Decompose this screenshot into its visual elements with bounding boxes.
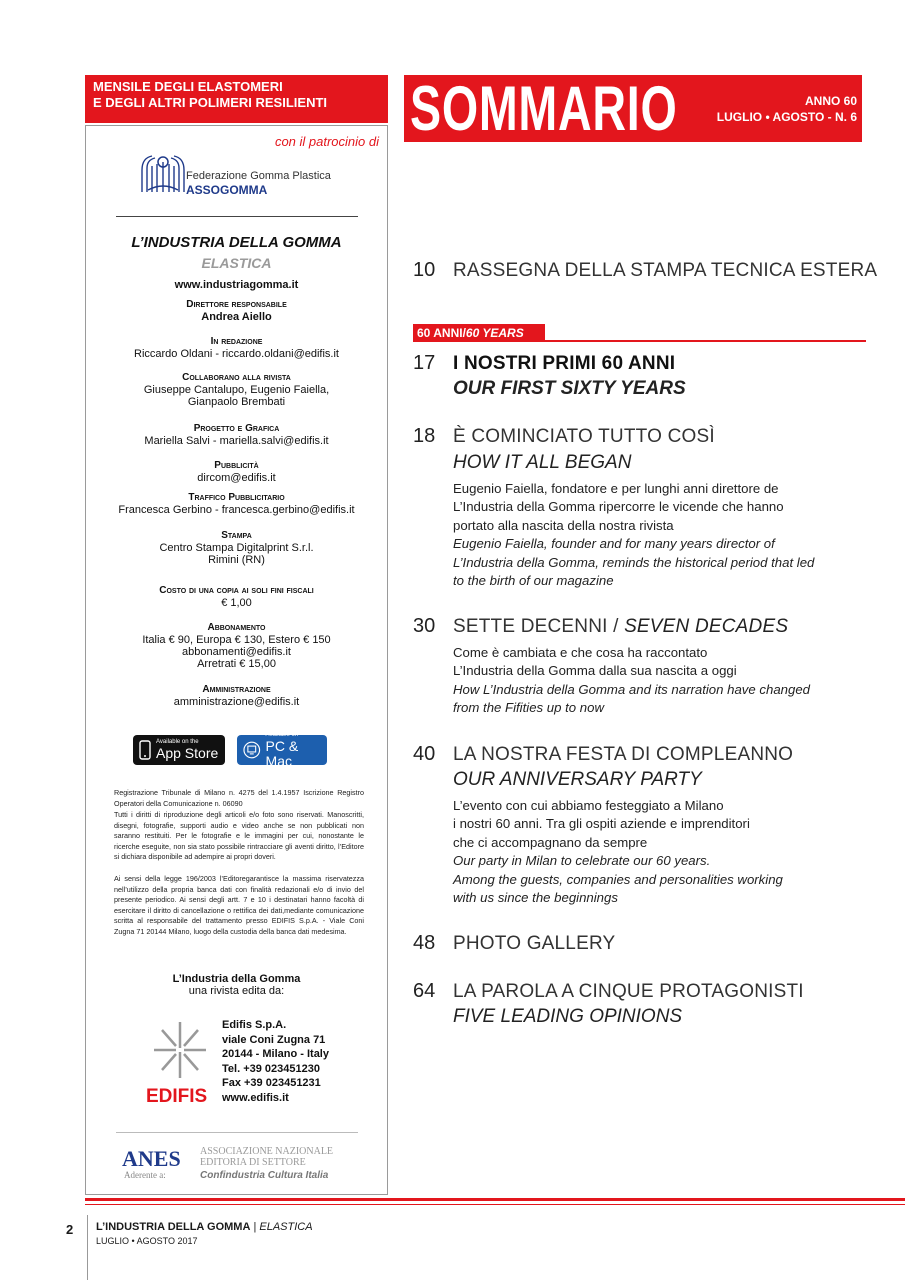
toc-title[interactable]: RASSEGNA DELLA STAMPA TECNICA ESTERA: [453, 260, 878, 281]
toc-page-number: 64: [413, 980, 436, 1002]
edifis-line: Edifis S.p.A.: [222, 1019, 287, 1031]
footer-date: LUGLIO • AGOSTO 2017: [96, 1236, 198, 1246]
staff-label: Collaborano alla rivista: [182, 372, 291, 383]
staff-block-traffico: [86, 492, 387, 516]
page-number: 2: [66, 1222, 74, 1237]
magazine-subtitle: ELASTICA: [201, 255, 272, 271]
staff-line: Mariella Salvi - mariella.salvi@edifis.it: [144, 435, 329, 447]
registration-text: Registrazione Tribunale di Milano n. 4275 del 1.4.1957 Iscrizione Registro Operatori della Comunicazione n. 06090: [114, 788, 364, 808]
desc-line: i nostri 60 anni. Tra gli ospiti aziende e imprenditori: [453, 816, 750, 832]
toc-subtitle[interactable]: OUR FIRST SIXTY YEARS: [453, 378, 686, 399]
staff-label: Costo di una copia ai soli fini fiscali: [159, 585, 314, 596]
app-store-small: Available on the: [156, 739, 199, 745]
anes-aderente: Aderente a:: [124, 1170, 166, 1180]
staff-line: amministrazione@edifis.it: [173, 696, 300, 708]
toc-subtitle[interactable]: HOW IT ALL BEGAN: [453, 452, 632, 473]
toc-page-number: 30: [413, 615, 436, 637]
toc-description: [453, 797, 853, 907]
issue-label: LUGLIO • AGOSTO - N. 6: [716, 110, 857, 124]
footer-rule: [85, 1198, 905, 1201]
toc-title[interactable]: [453, 616, 788, 638]
app-store-big: App Store: [156, 745, 219, 761]
assogomma-name: ASSOGOMMA: [186, 183, 268, 197]
staff-block-amministrazione: [86, 684, 387, 708]
edifis-website[interactable]: www.edifis.it: [222, 1091, 289, 1104]
pc-mac-big: PC & Mac: [265, 737, 299, 769]
staff-block-abbonamento: [86, 622, 387, 670]
publisher-intro-line2: una rivista edita da:: [188, 985, 285, 997]
page-title: SOMMARIO: [410, 74, 678, 144]
staff-label: In redazione: [210, 336, 263, 347]
toc-subtitle[interactable]: OUR ANNIVERSARY PARTY: [453, 769, 702, 790]
toc-description: [453, 480, 853, 590]
edifis-line: Tel. +39 023451230: [222, 1062, 320, 1075]
issue-info: [717, 93, 857, 125]
app-store-badge[interactable]: [133, 735, 225, 765]
staff-line: Rimini (RN): [208, 554, 265, 566]
magazine-title: L’INDUSTRIA DELLA GOMMA: [131, 234, 342, 251]
federazione-name: Federazione Gomma Plastica: [186, 170, 331, 182]
edifis-contacts: [222, 1018, 329, 1105]
staff-line: Riccardo Oldani - riccardo.oldani@edifis.it: [134, 348, 339, 360]
desc-line: L’evento con cui abbiamo festeggiato a Milano: [453, 798, 724, 813]
footer-magazine: [96, 1221, 313, 1233]
toc-title-it: SETTE DECENNI /: [453, 616, 625, 637]
desc-line: L’Industria della Gomma ripercorre le vicende che hanno: [453, 499, 784, 515]
staff-label: Abbonamento: [207, 622, 266, 633]
federazione-logo-icon: [138, 152, 188, 196]
staff-block-grafica: [86, 423, 387, 447]
desc-line: Come è cambiata e che cosa ha raccontato: [453, 645, 708, 660]
toc-title[interactable]: È COMINCIATO TUTTO COSÌ: [453, 426, 715, 447]
anes-logo: [122, 1144, 356, 1182]
desc-line: L’Industria della Gomma dalla sua nascita a oggi: [453, 663, 737, 679]
staff-block-stampa: [86, 530, 387, 566]
anno-label: ANNO 60: [804, 94, 857, 108]
section-tag: [413, 324, 545, 341]
toc-title-en: SEVEN DECADES: [624, 616, 789, 637]
desc-line-en: Our party in Milan to celebrate our 60 years.: [453, 853, 711, 869]
desc-line-en: to the birth of our magazine: [453, 573, 614, 589]
magazine-website: www.industriagomma.it: [174, 279, 299, 291]
edifis-line: 20144 - Milano - Italy: [222, 1048, 329, 1060]
pc-mac-badge[interactable]: [237, 731, 327, 769]
edifis-line: Fax +39 023451231: [222, 1077, 321, 1089]
toc-title[interactable]: LA PAROLA A CINQUE PROTAGONISTI: [453, 981, 804, 1002]
anes-line1: ASSOCIAZIONE NAZIONALE: [200, 1146, 334, 1157]
desc-line-en: Eugenio Faiella, founder and for many years director of: [453, 536, 775, 552]
desc-line-en: from the Fifities up to now: [453, 700, 604, 716]
toc-title[interactable]: LA NOSTRA FESTA DI COMPLEANNO: [453, 744, 794, 765]
footer-mag-name: L’INDUSTRIA DELLA GOMMA: [96, 1221, 251, 1233]
staff-block-redazione: [86, 336, 387, 360]
toc-page-number: 18: [413, 425, 436, 447]
desc-line: Eugenio Faiella, fondatore e per lunghi anni direttore de: [453, 481, 779, 496]
staff-line: Centro Stampa Digitalprint S.r.l.: [159, 542, 314, 554]
staff-label: Direttore responsabile: [186, 299, 287, 310]
staff-label: Amministrazione: [202, 684, 271, 695]
edifis-line: viale Coni Zugna 71: [222, 1033, 326, 1046]
desc-line: che ci accompagnano da sempre: [453, 834, 648, 850]
toc-title[interactable]: I NOSTRI PRIMI 60 ANNI: [453, 353, 676, 374]
masthead-banner: [85, 75, 388, 123]
pc-mac-small: Available on: [265, 731, 299, 738]
colophon-box: [85, 125, 388, 1195]
staff-line: abbonamenti@edifis.it: [181, 646, 291, 658]
divider: [116, 1132, 358, 1133]
section-tag-en: 60 YEARS: [465, 326, 524, 340]
staff-line: Gianpaolo Brembati: [187, 396, 286, 408]
toc-page-number: 48: [413, 932, 436, 954]
toc-page-number: 40: [413, 743, 436, 765]
divider: [116, 216, 358, 217]
edifis-logo-word: EDIFIS: [146, 1086, 208, 1106]
footer-vertical-rule: [87, 1215, 88, 1280]
toc-page-number: 17: [413, 352, 436, 374]
staff-line: dircom@edifis.it: [197, 472, 276, 484]
section-divider: [413, 340, 866, 342]
staff-block-direttore: [86, 299, 387, 323]
footer-mag-sub: ELASTICA: [259, 1221, 313, 1233]
publisher-intro: [86, 973, 387, 997]
rights-text: Tutti i diritti di riproduzione degli articoli e/o foto sono riservati. Manoscritti, disegni, fotografie, supporti audio e video anche se non pubblicati non saranno restituiti. Per le fotografie e le immagini per cui, nonostante le ricerche eseguite, non sia stato possibile rintracciare gli aventi diritto, l’Editore si dichiara disponibile ad adempire ai propri doveri.: [114, 810, 364, 861]
staff-line: Arretrati € 15,00: [197, 658, 276, 670]
patrocinio-label: con il patrocinio di: [274, 134, 379, 149]
toc-subtitle[interactable]: FIVE LEADING OPINIONS: [453, 1006, 683, 1027]
staff-block-costo: [86, 585, 387, 609]
toc-title[interactable]: PHOTO GALLERY: [453, 933, 616, 954]
desc-line: portato alla nascita della nostra rivista: [453, 517, 674, 533]
staff-label: Stampa: [221, 530, 252, 541]
footer-rule-thin: [85, 1204, 905, 1205]
staff-label: Progetto e Grafica: [193, 423, 280, 434]
staff-label: Traffico Pubblicitario: [188, 492, 285, 503]
publisher-intro-line1: L’Industria della Gomma: [172, 973, 301, 985]
staff-block-collaborano: [86, 372, 387, 408]
anes-line2: EDITORIA DI SETTORE: [200, 1157, 306, 1168]
desc-line-en: L’Industria della Gomma, reminds the historical period that led: [453, 554, 815, 570]
monitor-icon: [243, 741, 261, 759]
section-tag-it: 60 ANNI/: [417, 326, 466, 340]
staff-line: Italia € 90, Europa € 130, Estero € 150: [142, 634, 331, 646]
desc-line-en: Among the guests, companies and personalities working: [453, 871, 783, 887]
toc-description: [453, 644, 853, 718]
desc-line-en: How L’Industria della Gomma and its narration have changed: [453, 681, 811, 697]
staff-line: Giuseppe Cantalupo, Eugenio Faiella,: [143, 384, 330, 396]
masthead-line1: MENSILE DEGLI ELASTOMERI: [93, 79, 283, 94]
phone-icon: [139, 740, 151, 760]
privacy-text: Ai sensi della legge 196/2003 l’Editoregarantisce la massima riservatezza nell’utilizzo della propria banca dati con finalità redazionali e/o di invio del presente periodico. Ai sensi degli artt. 7 e 10 i destinatari hanno facoltà di esercitare il diritto di cancellazione o rettifica dei dati,mediante comunicazione scritta al responsabile del trattamento presso EDIFIS S.p.A. - Viale Coni Zugna 71 20144 Milano, luogo della custodia della banca dati medesima.: [114, 874, 364, 936]
footer-sep: |: [250, 1221, 260, 1233]
toc-page-number: 10: [413, 259, 436, 281]
staff-label: Pubblicità: [214, 460, 259, 471]
edifis-logo: [146, 1018, 214, 1106]
staff-line: € 1,00: [221, 597, 252, 609]
staff-line: Francesca Gerbino - francesca.gerbino@edifis.it: [118, 504, 355, 516]
anes-word: ANES: [122, 1146, 181, 1171]
desc-line-en: with us since the beginnings: [453, 890, 618, 906]
masthead-line2: E DEGLI ALTRI POLIMERI RESILIENTI: [93, 95, 328, 110]
anes-line3: Confindustria Cultura Italia: [200, 1170, 329, 1181]
staff-block-pubblicita: [86, 460, 387, 484]
staff-line: Andrea Aiello: [201, 311, 272, 323]
